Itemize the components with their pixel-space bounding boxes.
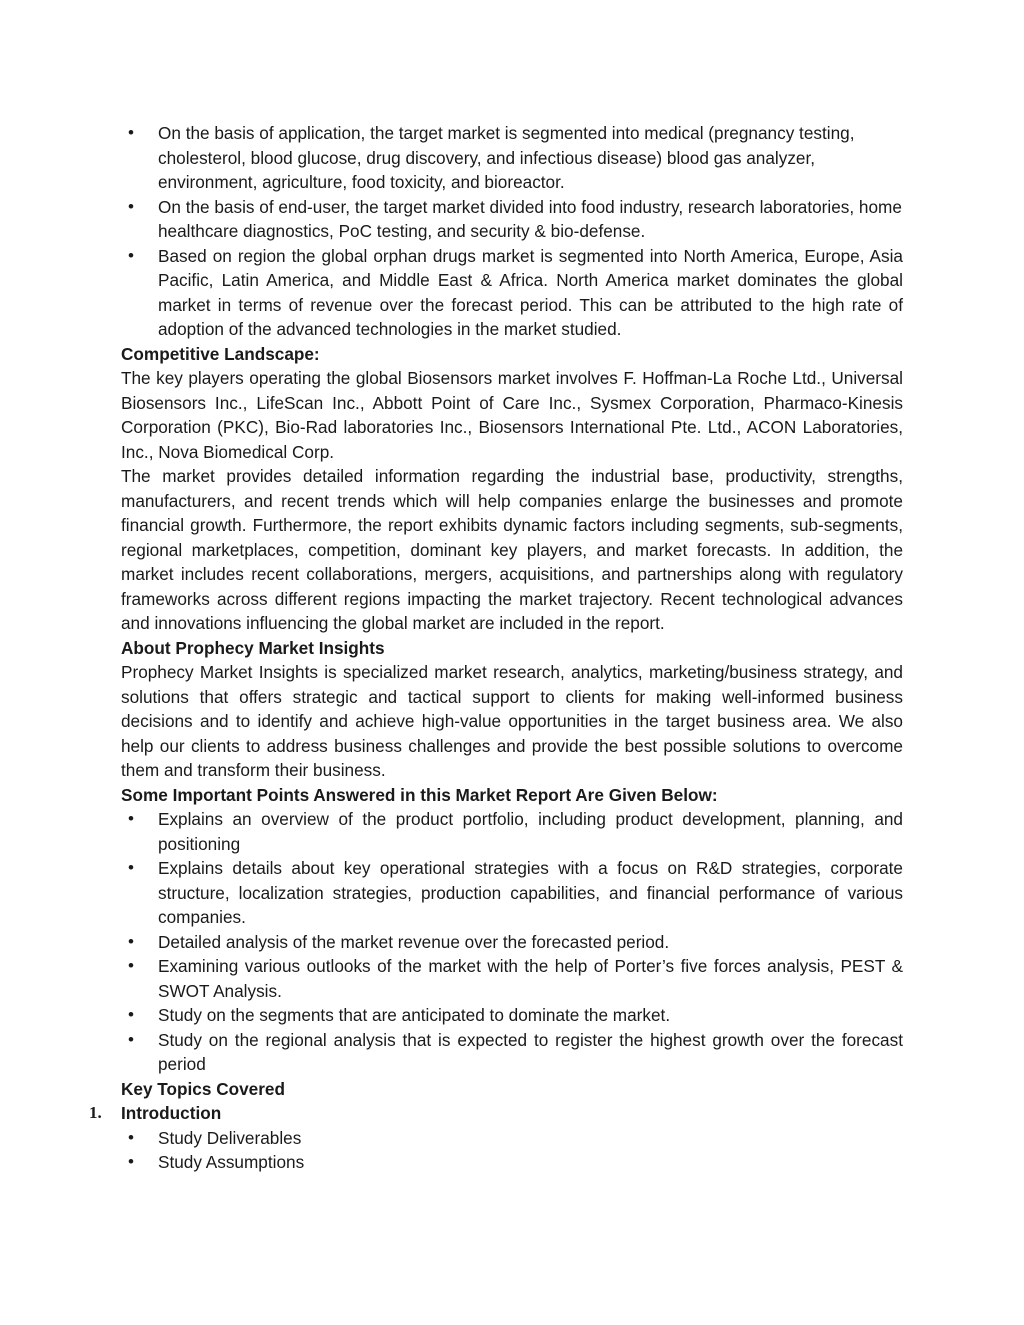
list-item: • Study Deliverables	[121, 1126, 903, 1151]
list-item: • Detailed analysis of the market revenue over the forecasted period.	[121, 930, 903, 955]
key-topics-heading: Key Topics Covered	[121, 1078, 285, 1099]
section-title: Introduction	[121, 1103, 222, 1123]
market-description-paragraph: The market provides detailed information regarding the industrial base, productivity, strengths, manufacturers, and recent trends which will help companies enlarge the businesses and promote financial growth. Furthermore, the report exhibits dynamic factors including segments, sub-segments, regional marketplaces, competition, dominant key players, and market forecasts. In addition, the market includes recent collaborations, mergers, acquisitions, and partnerships along with regulatory frameworks across different regions impacting the market trajectory. Recent technological advances and innovations influencing the global market are included in the report.	[121, 466, 903, 633]
list-item: • Examining various outlooks of the market with the help of Porter’s five forces analysis, PEST & SWOT Analysis.	[121, 954, 903, 1003]
document-page	[89, 121, 903, 1175]
list-item: • Based on region the global orphan drugs market is segmented into North America, Europe, Asia Pacific, Latin America, and Middle East & Africa. North America market dominates the global market in terms of revenue over the forecast period. This can be attributed to the high rate of adoption of the advanced technologies in the market studied.	[121, 244, 903, 342]
competitive-landscape-heading: Competitive Landscape:	[121, 343, 320, 364]
section-number: 1.	[89, 1103, 102, 1122]
list-item: • Study Assumptions	[121, 1150, 903, 1175]
list-item: • Study on the regional analysis that is expected to register the highest growth over the forecast period	[121, 1028, 903, 1077]
application-bullet-list	[121, 121, 903, 342]
introduction-sub-list	[121, 1126, 903, 1175]
list-item: • On the basis of end-user, the target market divided into food industry, research laboratories, home healthcare diagnostics, PoC testing, and security & bio-defense.	[121, 195, 903, 244]
about-paragraph: Prophecy Market Insights is specialized market research, analytics, marketing/business strategy, and solutions that offers strategic and tactical support to clients for making well-informed business decisions and to identify and achieve high-value opportunities in the target business area. We also help our clients to address business challenges and provide the best possible solutions to overcome them and transform their business.	[121, 662, 903, 780]
about-heading: About Prophecy Market Insights	[121, 637, 385, 658]
important-points-heading: Some Important Points Answered in this Market Report Are Given Below:	[121, 784, 718, 805]
list-item: • Explains an overview of the product portfolio, including product development, planning, and positioning	[121, 807, 903, 856]
list-item: • Explains details about key operational strategies with a focus on R&D strategies, corporate structure, localization strategies, production capabilities, and financial performance of various companies.	[121, 856, 903, 930]
introduction-section	[89, 1101, 903, 1126]
key-players-paragraph: The key players operating the global Biosensors market involves F. Hoffman-La Roche Ltd., Universal Biosensors Inc., LifeScan Inc., Abbott Point of Care Inc., Sysmex Corporation, Pharmaco-Kinesis Corporation (PKC), Bio-Rad laboratories Inc., Biosensors International Pte. Ltd., ACON Laboratories, Inc., Nova Biomedical Corp.	[121, 368, 903, 462]
list-item: • Study on the segments that are anticipated to dominate the market.	[121, 1003, 903, 1028]
list-item: • On the basis of application, the target market is segmented into medical (pregnancy testing, cholesterol, blood glucose, drug discovery, and infectious disease) blood gas analyzer, environment, agriculture, food toxicity, and bioreactor.	[121, 121, 903, 195]
important-points-list	[121, 807, 903, 1077]
